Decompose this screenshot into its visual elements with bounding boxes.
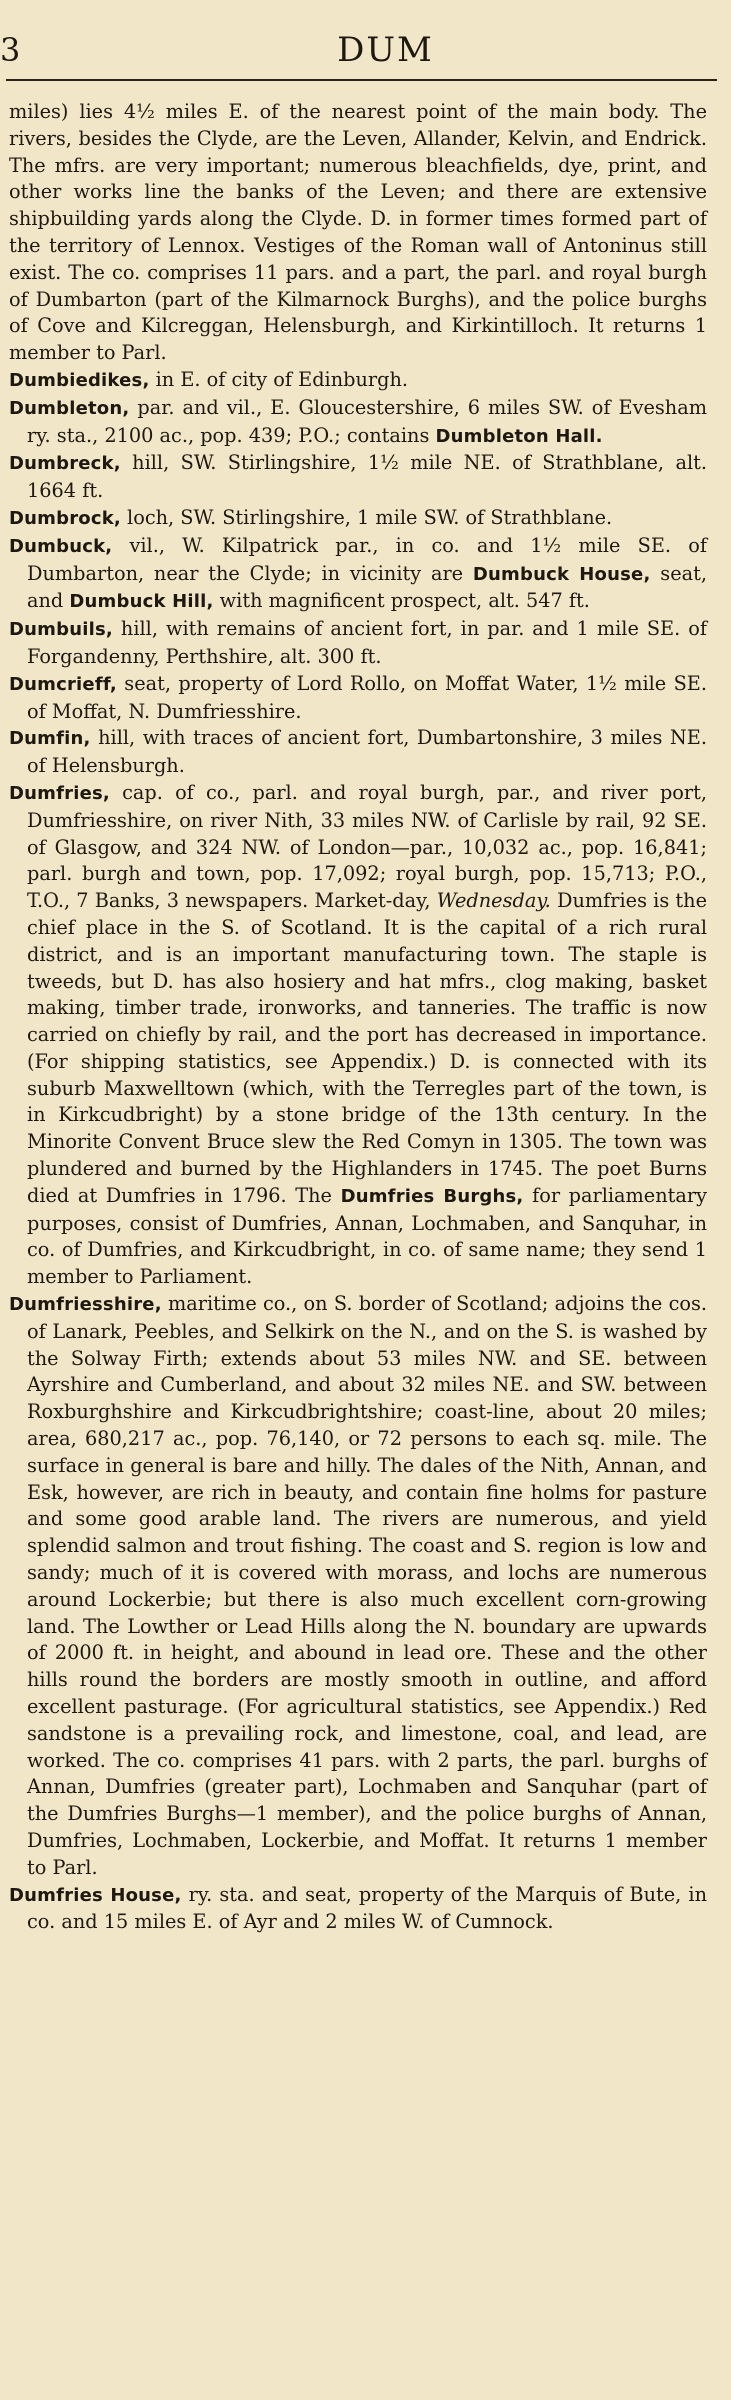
entry-text: Dumfries is the chief place in the S. of Scotland. It is the capital of a rich rural district, and is an important manufacturing town. The staple is tweeds, but D. has also hosiery and hat mfrs., clog making, basket making, timber trade, ironworks, and tanneries. The traffic is now carried on chiefly by rail, and the port has decreased in importance. (For shipping statistics, see Appendix.) D. is connected with its suburb Maxwelltown (which, with the Terregles part of the town, is in Kirkcudbright) by a stone bridge of the 13th century. In the Minorite Convent Bruce slew the Red Comyn in 1305. The town was plundered and burned by the Highlanders in 1745. The poet Burns died at Dumfries in 1796. The <box>27 889 708 1207</box>
entry-head: Dumcrieff, <box>9 673 117 695</box>
entry-dumbuck <box>9 533 707 616</box>
header-rule <box>6 79 717 81</box>
entry-subhead: Dumbleton Hall. <box>435 425 603 447</box>
entry-subhead: Dumfries Burghs, <box>340 1185 524 1207</box>
entry-subhead: Dumbuck House, <box>472 563 651 585</box>
entry-text: seat, property of Lord Rollo, on Moffat Water, 1½ mile SE. of Moffat, N. Dumfriesshire. <box>27 671 707 723</box>
entry-dumbrock <box>9 505 707 533</box>
entry-text: seat, and <box>27 561 707 613</box>
entry-head: Dumbleton, <box>9 397 130 419</box>
entry-text: maritime co., on S. border of Scotland; adjoins the cos. of Lanark, Peebles, and Selkirk on the N., and on the S. is washed by the Solway Firth; extends about 53 miles NW. and SE. between Ayrshire and Cumberland, and about 32 miles NE. and SW. between Roxburghshire and Kirkcudbrightshire; coast-line, about 20 miles; area, 680,217 ac., pop. 76,140, or 72 persons to each sq. mile. The surface in general is bare and hilly. The dales of the Nith, Annan, and Esk, however, are rich in beauty, and contain fine holms for pasture and some good arable land. The rivers are numerous, and yield splendid salmon and trout fishing. The coast and S. region is low and sandy; much of it is covered with morass, and lochs are numerous around Lockerbie; but there is also much excellent corn-growing land. The Lowther or Lead Hills along the N. boundary are upwards of 2000 ft. in height, and abound in lead ore. These and the other hills round the borders are mostly smooth in outline, and afford excellent pasturage. (For agricultural statistics, see Appendix.) Red sandstone is a prevailing rock, and limestone, coal, and lead, are worked. The co. comprises 41 pars. with 2 parts, the parl. burghs of Annan, Dumfries (greater part), Lochmaben and Sanquhar (part of the Dumfries Burghs—1 member), and the police burghs of Annan, Dumfries, Lochmaben, Lockerbie, and Moffat. It returns 1 member to Parl. <box>27 1292 707 1879</box>
gazetteer-column <box>9 99 707 1936</box>
entry-head: Dumbuck, <box>9 535 113 557</box>
entry-dumfries <box>9 780 707 1291</box>
entry-text: miles) lies 4½ miles E. of the nearest point of the main body. The rivers, besides the Clyde, are the Leven, Allander, Kelvin, and Endrick. The mfrs. are very important; numerous bleachfields, dye, print, and other works line the banks of the Leven; and there are extensive shipbuilding yards along the Clyde. D. in former times formed part of the territory of Lennox. Vestiges of the Roman wall of Antoninus still exist. The co. comprises 11 pars. and a part, the parl. and royal burgh of Dumbarton (part of the Kilmarnock Burghs), and the police burghs of Cove and Kilcreggan, Helensburgh, and Kirkintilloch. It returns 1 member to Parl. <box>9 100 707 365</box>
entry-head: Dumbiedikes, <box>9 369 150 391</box>
entry-text: for parliamentary purposes, consist of Dumfries, Annan, Lochmaben, and Sanquhar, in co. of Dumfries, and Kirkcudbright, in co. of same name; they send 1 member to Parliament. <box>27 1183 707 1289</box>
entry-dumbleton <box>9 395 707 451</box>
entry-italic: Wednesday. <box>436 889 551 913</box>
entry-dumbiedikes <box>9 367 707 395</box>
entry-text: in E. of city of Edinburgh. <box>149 367 409 391</box>
page-header <box>0 30 731 80</box>
entry-text: hill, SW. Stirlingshire, 1½ mile NE. of Strathblane, alt. 1664 ft. <box>27 451 707 503</box>
entry-dumfries-house <box>9 1882 707 1937</box>
entry-dumbreck <box>9 450 707 505</box>
entry-text: hill, with traces of ancient fort, Dumbartonshire, 3 miles NE. of Helensburgh. <box>27 726 707 778</box>
entry-text: vil., W. Kilpatrick par., in co. and 1½ mile SE. of Dumbarton, near the Clyde; in vicinity are <box>27 533 707 585</box>
entry-head: Dumbrock, <box>9 507 121 529</box>
entry-head: Dumfries, <box>9 782 110 804</box>
entry-text: ry. sta. and seat, property of the Marquis of Bute, in co. and 15 miles E. of Ayr and 2 miles W. of Cumnock. <box>27 1882 707 1934</box>
entry-text: with magnificent prospect, alt. 547 ft. <box>213 589 590 613</box>
entry-continuation <box>9 99 707 367</box>
entry-head: Dumfries House, <box>9 1884 182 1906</box>
entry-text: loch, SW. Stirlingshire, 1 mile SW. of Strathblane. <box>120 505 613 529</box>
entry-text: hill, with remains of ancient fort, in par. and 1 mile SE. of Forgandenny, Perthshire, alt. 300 ft. <box>27 617 707 668</box>
entry-head: Dumbuils, <box>9 619 113 641</box>
page-number: 3 <box>0 31 21 69</box>
entry-text: par. and vil., E. Gloucestershire, 6 miles SW. of Evesham ry. sta., 2100 ac., pop. 439; P.O.; contains <box>27 395 707 447</box>
entry-dumfriesshire <box>9 1291 707 1882</box>
entry-dumbuils <box>9 616 707 671</box>
entry-subhead: Dumbuck Hill, <box>69 591 214 613</box>
entry-head: Dumfriesshire, <box>9 1294 162 1316</box>
running-head: DUM <box>337 30 434 70</box>
entry-dumcrieff <box>9 671 707 726</box>
entry-head: Dumbreck, <box>9 453 121 475</box>
entry-dumfin <box>9 725 707 780</box>
entry-head: Dumfin, <box>9 728 91 750</box>
entry-text: cap. of co., parl. and royal burgh, par., and river port, Dumfriesshire, on river Nith, 33 miles NW. of Carlisle by rail, 92 SE. of Glasgow, and 324 NW. of London—par., 10,032 ac., pop. 16,841; parl. burgh and town, pop. 17,092; royal burgh, pop. 15,713; P.O., T.O., 7 Banks, 3 newspapers. Market-day, <box>27 780 707 913</box>
